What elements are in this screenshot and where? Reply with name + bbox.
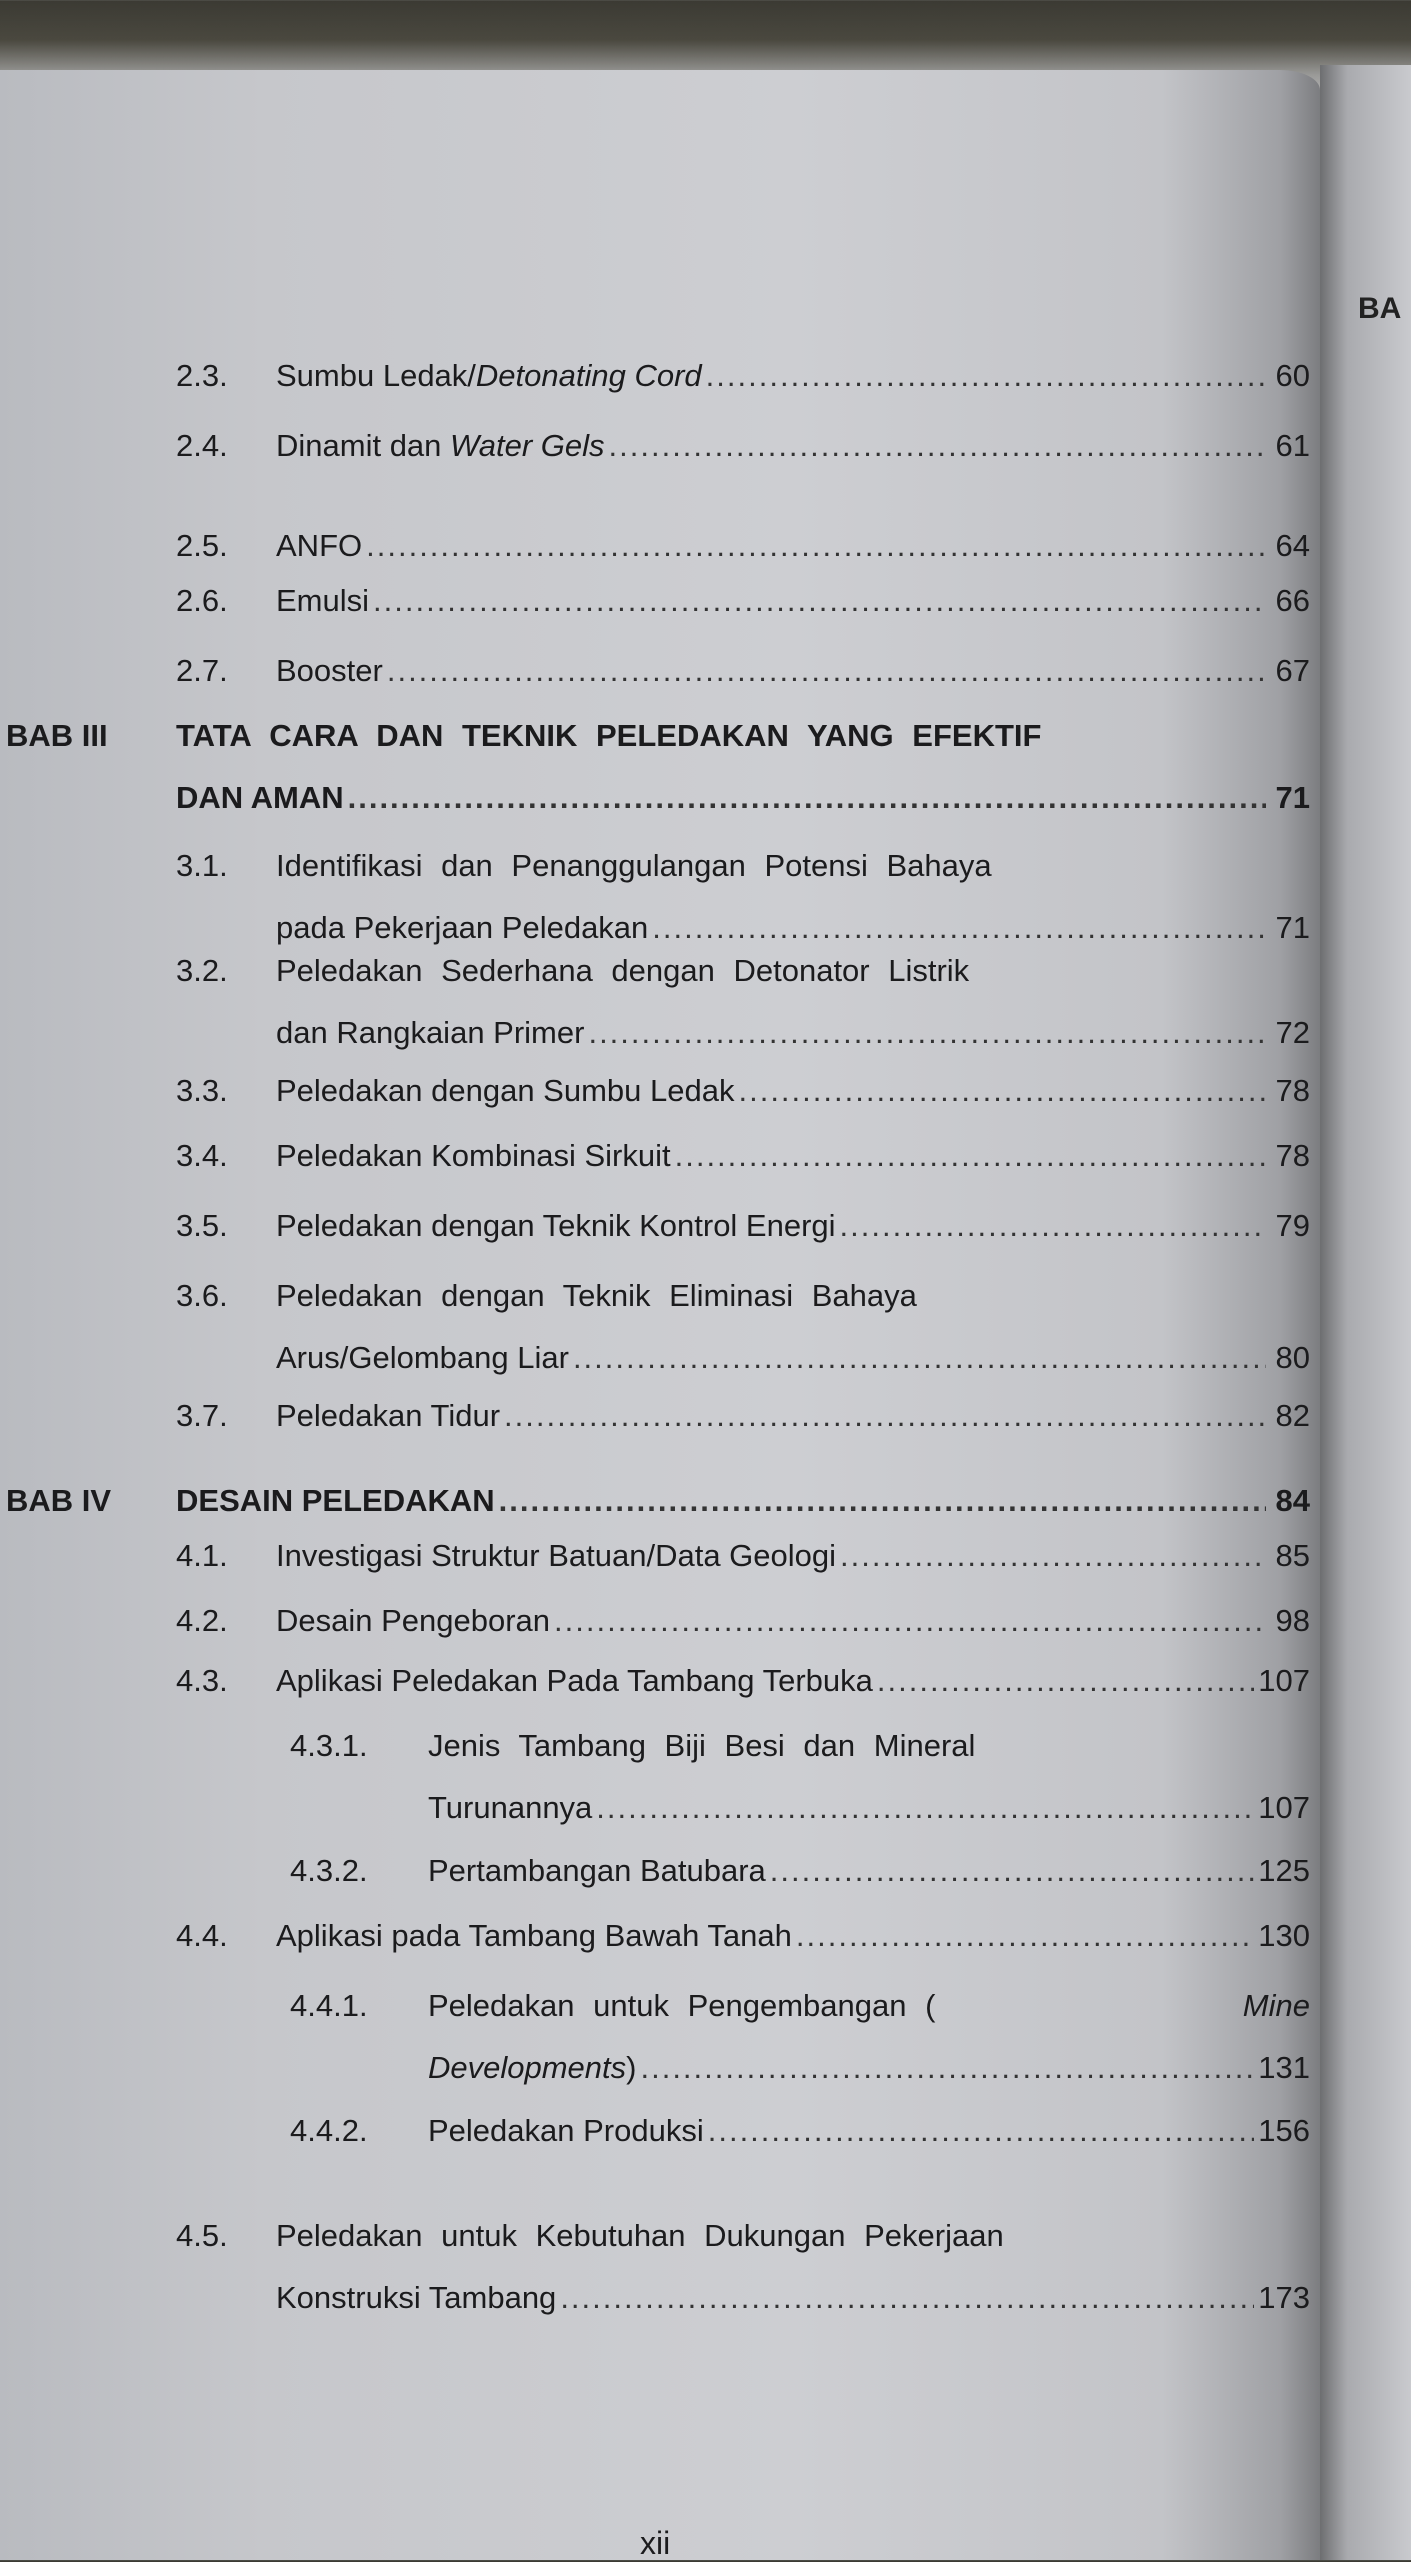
title-text: Desain Pengeboran <box>276 1603 551 1638</box>
section-title <box>276 1385 1310 1447</box>
title-text: ) <box>626 2050 637 2085</box>
dot-leader <box>373 570 1266 632</box>
title-line <box>276 940 1310 1002</box>
title-text: Identifikasi dan Penanggulangan Potensi Bahaya <box>276 848 992 883</box>
page-number: 64 <box>1275 528 1310 563</box>
chapter-label: BAB III <box>6 718 108 753</box>
section-number: 4.4.2. <box>290 2113 368 2148</box>
page-number: 98 <box>1275 1603 1310 1638</box>
page-number: 61 <box>1275 428 1310 463</box>
section-title <box>276 1125 1310 1187</box>
section-number: 2.4. <box>176 428 228 463</box>
title-text: Aplikasi pada Tambang Bawah Tanah <box>276 1918 792 1953</box>
title-line <box>276 1590 1310 1652</box>
title-text: ANFO <box>276 528 363 563</box>
section-title <box>276 1905 1310 1967</box>
section-number: 4.3.2. <box>290 1853 368 1888</box>
dot-leader <box>560 2267 1254 2329</box>
title-text: pada Pekerjaan Peledakan <box>276 910 649 945</box>
page-number: 107 <box>1258 1663 1310 1698</box>
page-number: 107 <box>1258 1790 1310 1825</box>
page-number: 66 <box>1275 583 1310 618</box>
title-line <box>428 1777 1310 1839</box>
section-title <box>276 415 1310 477</box>
section-number: 4.3. <box>176 1663 228 1698</box>
title-text: Peledakan Tidur <box>276 1398 501 1433</box>
title-line <box>276 2205 1310 2267</box>
section-number: 4.5. <box>176 2218 228 2253</box>
dot-leader <box>609 415 1266 477</box>
title-text: Peledakan Kombinasi Sirkuit <box>276 1138 671 1173</box>
section-title <box>276 2205 1310 2329</box>
title-line <box>176 705 1310 767</box>
page-number: 79 <box>1275 1208 1310 1243</box>
section-title <box>276 1060 1310 1122</box>
dot-leader <box>675 1125 1266 1187</box>
section-number: 3.2. <box>176 953 228 988</box>
dot-leader <box>840 1195 1266 1257</box>
section-number: 3.7. <box>176 1398 228 1433</box>
title-text: Peledakan dengan Teknik Eliminasi Bahaya <box>276 1278 917 1313</box>
title-text: DAN AMAN <box>176 780 344 815</box>
section-number: 2.5. <box>176 528 228 563</box>
section-number: 4.2. <box>176 1603 228 1638</box>
dot-leader <box>499 1470 1266 1532</box>
title-line <box>176 767 1310 829</box>
title-line <box>276 1327 1310 1389</box>
title-text: Peledakan dengan Sumbu Ledak <box>276 1073 735 1108</box>
title-text: Detonating Cord <box>475 358 702 393</box>
title-line <box>428 2037 1310 2099</box>
section-title <box>276 515 1310 577</box>
page-number: 85 <box>1275 1538 1310 1573</box>
title-text: Konstruksi Tambang <box>276 2280 557 2315</box>
section-title <box>276 570 1310 632</box>
title-text: Aplikasi Peledakan Pada Tambang Terbuka <box>276 1663 873 1698</box>
section-number: 4.4.1. <box>290 1988 368 2023</box>
section-title <box>428 1975 1310 2099</box>
dot-leader <box>596 1777 1254 1839</box>
title-text: Turunannya <box>428 1790 593 1825</box>
title-text: Pertambangan Batubara <box>428 1853 766 1888</box>
dot-leader <box>840 1525 1266 1587</box>
section-number: 2.3. <box>176 358 228 393</box>
section-number: 2.7. <box>176 653 228 688</box>
page-number: 78 <box>1275 1138 1310 1173</box>
dot-leader <box>796 1905 1254 1967</box>
title-text: Booster <box>276 653 383 688</box>
page-number: 156 <box>1258 2113 1310 2148</box>
dot-leader <box>573 1327 1266 1389</box>
section-title <box>176 1470 1310 1532</box>
book-page <box>0 70 1320 2560</box>
dot-leader <box>348 767 1266 829</box>
page-number: 71 <box>1275 910 1310 945</box>
page-number: 125 <box>1258 1853 1310 1888</box>
title-line <box>428 1840 1310 1902</box>
title-text: Dinamit dan <box>276 428 451 463</box>
title-text: Developments <box>428 2050 627 2085</box>
title-text: Peledakan Produksi <box>428 2113 704 2148</box>
title-text: Mine <box>1242 1988 1310 2023</box>
section-number: 4.4. <box>176 1918 228 1953</box>
section-title <box>428 1840 1310 1902</box>
page-number: 130 <box>1258 1918 1310 1953</box>
title-text: dan Rangkaian Primer <box>276 1015 585 1050</box>
dot-leader <box>770 1840 1254 1902</box>
title-line <box>276 1125 1310 1187</box>
section-number: 2.6. <box>176 583 228 618</box>
facing-page-heading: BA <box>1358 292 1402 325</box>
page-number: 78 <box>1275 1073 1310 1108</box>
page-number: 173 <box>1258 2280 1310 2315</box>
dot-leader <box>387 640 1266 702</box>
title-text: Peledakan Sederhana dengan Detonator Listrik <box>276 953 970 988</box>
title-line <box>428 1975 1310 2037</box>
title-line <box>276 640 1310 702</box>
dot-leader <box>640 2037 1254 2099</box>
section-title <box>276 1525 1310 1587</box>
dot-leader <box>554 1590 1266 1652</box>
title-line <box>428 2100 1310 2162</box>
title-text: Water Gels <box>450 428 605 463</box>
title-line <box>276 1905 1310 1967</box>
page-number: 82 <box>1275 1398 1310 1433</box>
dot-leader <box>708 2100 1255 2162</box>
section-title <box>176 705 1310 829</box>
facing-page-edge <box>1320 65 1411 2560</box>
title-line <box>276 570 1310 632</box>
title-text: Peledakan untuk Pengembangan ( <box>428 1988 936 2023</box>
section-title <box>276 1265 1310 1389</box>
section-title <box>276 940 1310 1064</box>
page-folio: xii <box>640 2525 671 2561</box>
dot-leader <box>504 1385 1266 1447</box>
dot-leader <box>366 515 1266 577</box>
section-number: 3.1. <box>176 848 228 883</box>
title-line <box>276 345 1310 407</box>
title-text: Emulsi <box>276 583 370 618</box>
title-text: Peledakan untuk Kebutuhan Dukungan Pekerjaan <box>276 2218 1004 2253</box>
section-title <box>276 1195 1310 1257</box>
section-title <box>428 1715 1310 1839</box>
title-text: Jenis Tambang Biji Besi dan Mineral <box>428 1728 976 1763</box>
title-text: Sumbu Ledak/ <box>276 358 476 393</box>
section-title <box>428 2100 1310 2162</box>
page-number: 84 <box>1275 1483 1310 1518</box>
title-line <box>276 1265 1310 1327</box>
page-number: 67 <box>1275 653 1310 688</box>
page-number: 71 <box>1275 780 1310 815</box>
section-number: 3.5. <box>176 1208 228 1243</box>
section-number: 3.6. <box>176 1278 228 1313</box>
dot-leader <box>706 345 1266 407</box>
section-title <box>276 345 1310 407</box>
page-number: 60 <box>1275 358 1310 393</box>
title-text: DESAIN PELEDAKAN <box>176 1483 495 1518</box>
title-line <box>276 1385 1310 1447</box>
title-line <box>276 1525 1310 1587</box>
page-number: 131 <box>1258 2050 1310 2085</box>
section-number: 4.3.1. <box>290 1728 368 1763</box>
title-line <box>276 415 1310 477</box>
page-number: 72 <box>1275 1015 1310 1050</box>
title-line <box>276 1195 1310 1257</box>
section-number: 3.4. <box>176 1138 228 1173</box>
section-number: 3.3. <box>176 1073 228 1108</box>
section-number: 4.1. <box>176 1538 228 1573</box>
title-line <box>276 1650 1310 1712</box>
title-text: TATA CARA DAN TEKNIK PELEDAKAN YANG EFEKTIF <box>176 718 1042 753</box>
title-line <box>276 515 1310 577</box>
dot-leader <box>738 1060 1266 1122</box>
title-line <box>276 2267 1310 2329</box>
title-line <box>276 1002 1310 1064</box>
section-title <box>276 1650 1310 1712</box>
title-line <box>276 1060 1310 1122</box>
title-text: Investigasi Struktur Batuan/Data Geologi <box>276 1538 837 1573</box>
chapter-label: BAB IV <box>6 1483 112 1518</box>
page-number: 80 <box>1275 1340 1310 1375</box>
title-text: Arus/Gelombang Liar <box>276 1340 569 1375</box>
dot-leader <box>588 1002 1266 1064</box>
title-text: Peledakan dengan Teknik Kontrol Energi <box>276 1208 836 1243</box>
title-line <box>276 835 1310 897</box>
title-line <box>428 1715 1310 1777</box>
section-title <box>276 1590 1310 1652</box>
title-line <box>176 1470 1310 1532</box>
dot-leader <box>877 1650 1254 1712</box>
section-title <box>276 640 1310 702</box>
